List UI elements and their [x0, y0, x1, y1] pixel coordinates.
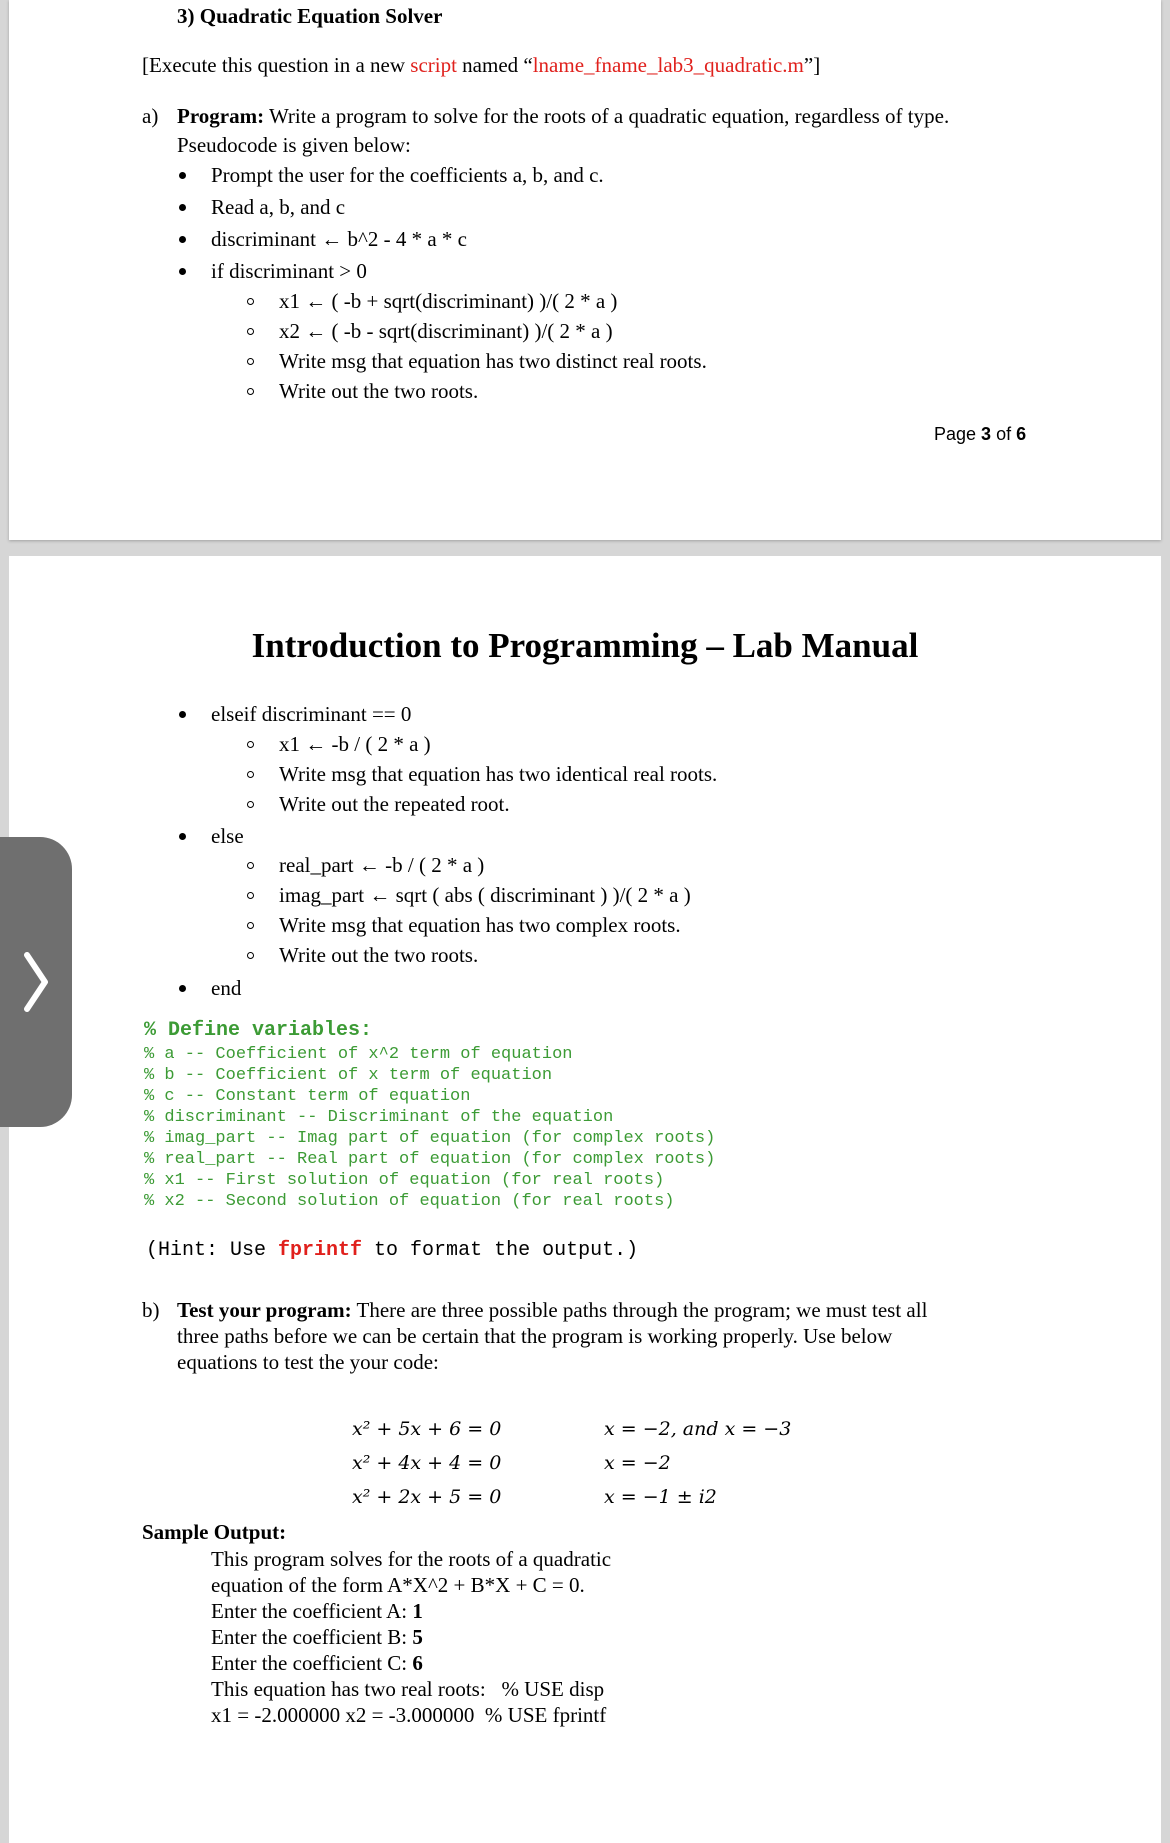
bullet-icon	[179, 985, 186, 992]
test-solutions	[604, 1412, 791, 1514]
sample-output-line: Enter the coefficient B: 5	[211, 1625, 423, 1649]
sample-output-line: Enter the coefficient A: 1	[211, 1599, 423, 1623]
pseudocode-bullet: else	[211, 824, 244, 848]
part-a-label: Program:	[177, 104, 265, 128]
code-comment-line: % imag_part -- Imag part of equation (for complex roots)	[144, 1129, 716, 1148]
pseudocode-bullet: Read a, b, and c	[211, 195, 346, 219]
sample-output-line: This program solves for the roots of a quadratic	[211, 1547, 612, 1571]
test-solution: x = −2	[604, 1452, 671, 1474]
sample-output-line: equation of the form A*X^2 + B*X + C = 0.	[211, 1573, 585, 1597]
sub-bullet-icon	[247, 358, 254, 365]
sub-bullet-icon	[247, 892, 254, 899]
sample-output-label: Sample Output:	[142, 1520, 287, 1544]
part-b-line3: equations to test the your code:	[177, 1350, 439, 1374]
script-filename: lname_fname_lab3_quadratic.m	[532, 53, 804, 77]
sample-output-block	[211, 1546, 611, 1728]
sample-output-line: x1 = -2.000000 x2 = -3.000000 % USE fprintf	[211, 1703, 607, 1727]
pseudocode-sub-bullet: real_part ← -b / ( 2 * a )	[279, 853, 485, 877]
execute-instruction: [Execute this question in a new script named “lname_fname_lab3_quadratic.m”]	[142, 53, 821, 77]
pseudocode-bullet: Prompt the user for the coefficients a, b, and c.	[211, 163, 604, 187]
pseudocode-sub-bullet: Write out the repeated root.	[279, 792, 510, 816]
pseudocode-bullet: if discriminant > 0	[211, 259, 367, 283]
test-equation: x² + 4x + 4 = 0	[352, 1452, 502, 1474]
bullet-icon	[179, 204, 186, 211]
code-comment-line: % x1 -- First solution of equation (for real roots)	[144, 1171, 665, 1190]
code-comment-line: % real_part -- Real part of equation (for complex roots)	[144, 1150, 716, 1169]
chevron-right-icon	[22, 951, 50, 1013]
next-page-tab[interactable]	[0, 837, 72, 1127]
test-solution: x = −2, and x = −3	[604, 1418, 792, 1440]
sub-bullet-icon	[247, 862, 254, 869]
part-a-line1: Program: Write a program to solve for the roots of a quadratic equation, regardless of type.	[177, 104, 950, 128]
sub-bullet-icon	[247, 388, 254, 395]
code-comment-block	[144, 1044, 715, 1212]
code-comment-line: % discriminant -- Discriminant of the equation	[144, 1108, 614, 1127]
pseudocode-sub-bullet: x2 ← ( -b - sqrt(discriminant) )/( 2 * a )	[279, 319, 613, 343]
bullet-icon	[179, 833, 186, 840]
pseudocode-sub-bullet: x1 ← -b / ( 2 * a )	[279, 732, 431, 756]
part-b-marker: b)	[142, 1298, 160, 1322]
code-comment-line: % x2 -- Second solution of equation (for real roots)	[144, 1192, 675, 1211]
pseudocode-sub-bullet: Write out the two roots.	[279, 943, 479, 967]
page-number: Page 3 of 6	[934, 424, 1027, 444]
code-comment-line: % b -- Coefficient of x term of equation	[144, 1066, 553, 1085]
hint-text: (Hint: Use fprintf to format the output.)	[146, 1239, 639, 1262]
pseudocode-sub-bullet: imag_part ← sqrt ( abs ( discriminant ) )/( 2 * a )	[279, 883, 691, 907]
code-comment-line: % a -- Coefficient of x^2 term of equation	[144, 1045, 573, 1064]
pseudocode-sub-bullet: Write msg that equation has two complex roots.	[279, 913, 681, 937]
sub-bullet-icon	[247, 328, 254, 335]
pseudocode-sub-bullet: Write msg that equation has two identical real roots.	[279, 762, 718, 786]
sub-bullet-icon	[247, 298, 254, 305]
test-solution: x = −1 ± i2	[604, 1486, 717, 1508]
part-b-line1: Test your program: There are three possible paths through the program; we must test all	[177, 1298, 928, 1322]
test-equation: x² + 5x + 6 = 0	[352, 1418, 502, 1440]
part-a-marker: a)	[142, 104, 159, 128]
sub-bullet-icon	[247, 801, 254, 808]
bullet-icon	[179, 711, 186, 718]
bullet-icon	[179, 268, 186, 275]
document-page-3	[9, 0, 1161, 540]
part-b-label: Test your program:	[177, 1298, 352, 1322]
sub-bullet-icon	[247, 741, 254, 748]
pseudocode-sub-bullet: x1 ← ( -b + sqrt(discriminant) )/( 2 * a )	[279, 289, 618, 313]
sample-output-line: Enter the coefficient C: 6	[211, 1651, 423, 1675]
sub-bullet-icon	[247, 952, 254, 959]
code-comment-header: % Define variables:	[144, 1019, 373, 1042]
fprintf-keyword: fprintf	[278, 1239, 363, 1262]
test-equation: x² + 2x + 5 = 0	[352, 1486, 502, 1508]
pseudocode-bullet: discriminant ← b^2 - 4 * a * c	[211, 227, 467, 251]
section-heading: 3) Quadratic Equation Solver	[177, 4, 443, 28]
pseudocode-sub-bullet: Write out the two roots.	[279, 379, 479, 403]
pseudocode-bullet: end	[211, 976, 242, 1000]
page-title: Introduction to Programming – Lab Manual	[251, 626, 919, 665]
sub-bullet-icon	[247, 771, 254, 778]
part-b-line2: three paths before we can be certain that the program is working properly. Use below	[177, 1324, 893, 1348]
bullet-icon	[179, 236, 186, 243]
part-a-line2: Pseudocode is given below:	[177, 133, 411, 157]
bullet-icon	[179, 172, 186, 179]
document-page-4	[9, 556, 1161, 1843]
sub-bullet-icon	[247, 922, 254, 929]
test-equations	[352, 1412, 501, 1514]
code-comment-line: % c -- Constant term of equation	[144, 1087, 471, 1106]
script-keyword: script	[410, 53, 457, 77]
sample-output-line: This equation has two real roots: % USE disp	[211, 1677, 605, 1701]
pseudocode-sub-bullet: Write msg that equation has two distinct real roots.	[279, 349, 707, 373]
pseudocode-bullet: elseif discriminant == 0	[211, 702, 412, 726]
